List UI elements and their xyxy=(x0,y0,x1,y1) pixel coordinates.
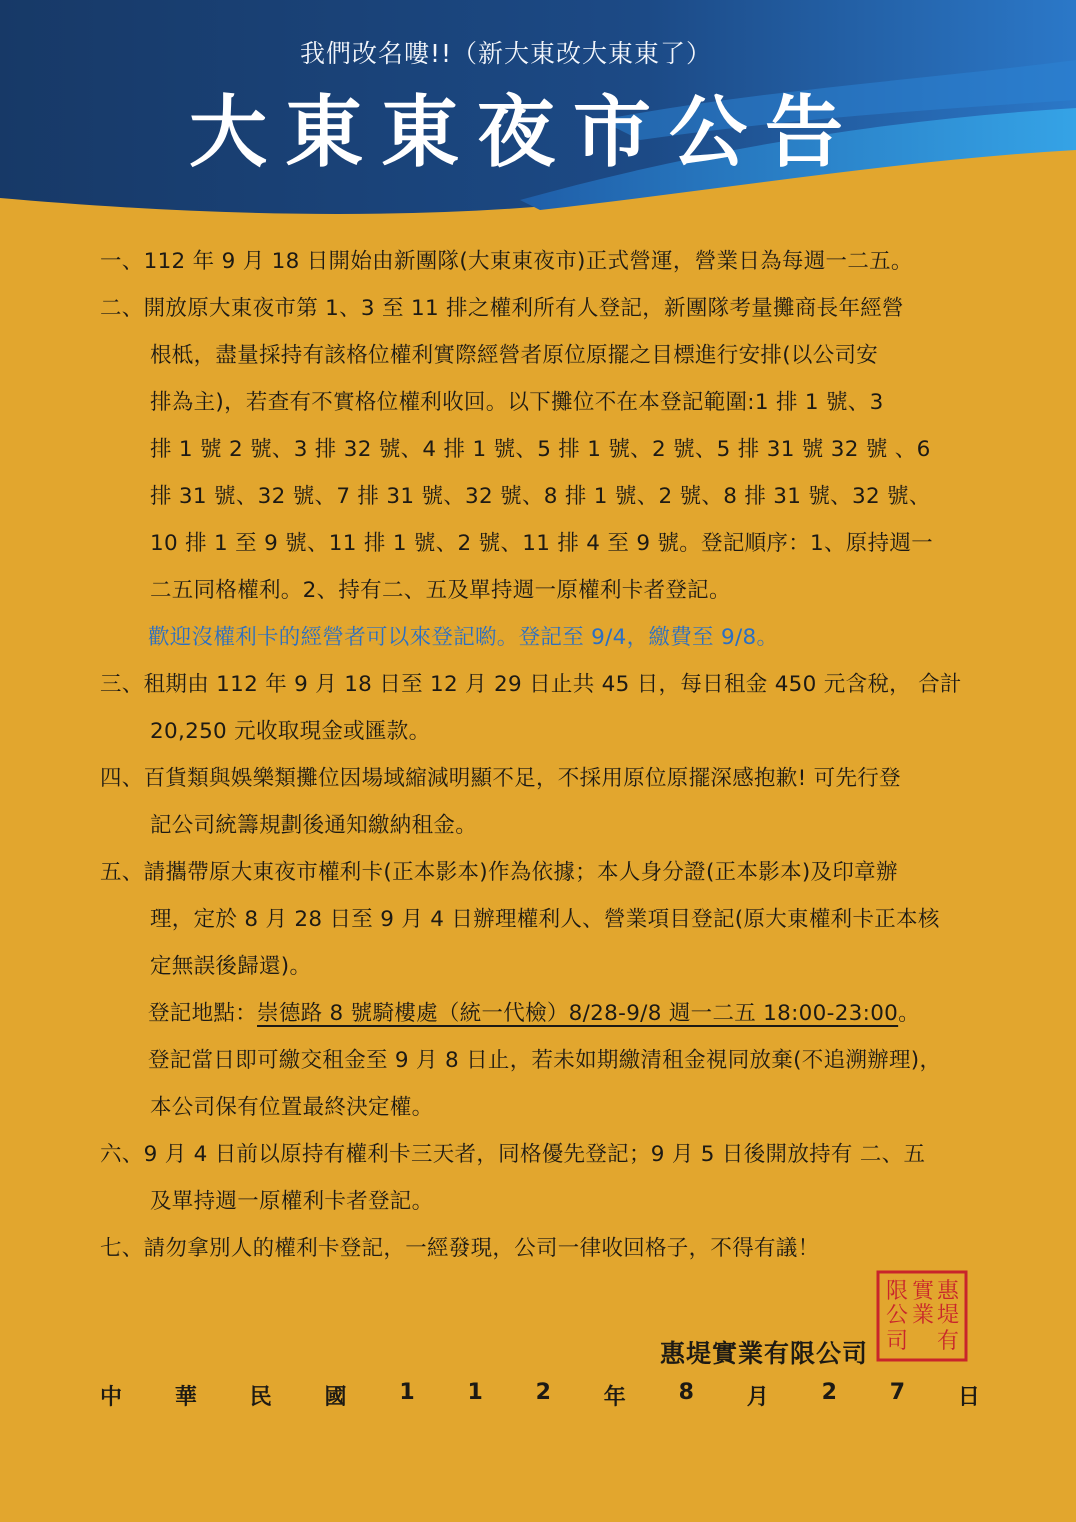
company-seal-stamp xyxy=(876,1270,968,1362)
item-2-line-3: 排為主)，若查有不實格位權利收回。以下攤位不在本登記範圍:1 排 1 號、3 xyxy=(150,390,884,415)
date-char: 2 xyxy=(821,1380,837,1405)
item-2-highlight-note: 歡迎沒權利卡的經營者可以來登記喲。登記至 9/4，繳費至 9/8。 xyxy=(148,625,779,650)
item-2-line-6: 10 排 1 至 9 號、11 排 1 號、2 號、11 排 4 至 9 號。登記順序：1、原持週一 xyxy=(150,531,934,556)
date-char: 民 xyxy=(249,1385,272,1410)
date-char: 國 xyxy=(324,1385,347,1410)
seal-char: 業 xyxy=(911,1303,935,1328)
date-char: 中 xyxy=(100,1385,123,1410)
item-5-line-2: 理，定於 8 月 28 日至 9 月 4 日辦理權利人、營業項目登記(原大東權利卡正本核 xyxy=(150,907,940,932)
registration-place-label: 登記地點： xyxy=(148,1001,258,1026)
item-7: 七、請勿拿別人的權利卡登記，一經發現，公司一律收回格子，不得有議！ xyxy=(100,1236,820,1261)
item-2-line-7: 二五同格權利。2、持有二、五及單持週一原權利卡者登記。 xyxy=(150,578,731,603)
item-2-line-4: 排 1 號 2 號、3 排 32 號、4 排 1 號、5 排 1 號、2 號、5 排 31 號 32 號 、6 xyxy=(150,437,931,462)
item-2-line-1: 二、開放原大東夜市第 1、3 至 11 排之權利所有人登記，新團隊考量攤商長年經營 xyxy=(100,296,904,321)
date-char: 1 xyxy=(467,1380,483,1405)
item-1: 一、112 年 9 月 18 日開始由新團隊(大東東夜市)正式營運，營業日為每週一二五。 xyxy=(100,249,913,274)
registration-place-address: 崇德路 8 號騎樓處（統一代檢）8/28-9/8 週一二五 18:00-23:00 xyxy=(257,1001,899,1026)
item-5-line-6: 本公司保有位置最終決定權。 xyxy=(150,1095,434,1120)
date-char: 日 xyxy=(957,1385,980,1410)
seal-char: 公 xyxy=(885,1303,909,1328)
item-5-line-1: 五、請攜帶原大東夜市權利卡(正本影本)作為依據；本人身分證(正本影本)及印章辦 xyxy=(100,860,898,885)
item-6-line-2: 及單持週一原權利卡者登記。 xyxy=(150,1189,434,1214)
seal-char: 司 xyxy=(885,1329,909,1354)
seal-char: 限 xyxy=(885,1279,909,1304)
item-2-line-2: 根柢，盡量採持有該格位權利實際經營者原位原擺之目標進行安排(以公司安 xyxy=(150,343,879,368)
date-char: 華 xyxy=(174,1385,197,1410)
item-5-line-5: 登記當日即可繳交租金至 9 月 8 日止，若未如期繳清租金視同放棄(不追溯辦理)， xyxy=(148,1048,942,1073)
seal-char: 惠 xyxy=(936,1279,960,1304)
page-title: 大東東夜市公告 xyxy=(188,88,861,178)
item-3-line-2: 20,250 元收取現金或匯款。 xyxy=(150,719,431,744)
date-char: 月 xyxy=(746,1385,769,1410)
seal-char: 實 xyxy=(911,1279,935,1304)
registration-place-end: 。 xyxy=(898,1001,920,1026)
notice-date xyxy=(100,1380,980,1411)
header-subtitle: 我們改名嘍!!（新大東改大東東了） xyxy=(299,39,713,68)
date-char: 年 xyxy=(603,1385,626,1410)
seal-char: 堤 xyxy=(936,1303,960,1328)
item-4-line-1: 四、百貨類與娛樂類攤位因場域縮減明顯不足，不採用原位原擺深感抱歉! 可先行登 xyxy=(100,766,901,791)
item-6-line-1: 六、9 月 4 日前以原持有權利卡三天者，同格優先登記；9 月 5 日後開放持有 二、五 xyxy=(100,1142,926,1167)
item-2-line-5: 排 31 號、32 號、7 排 31 號、32 號、8 排 1 號、2 號、8 排 31 號、32 號、 xyxy=(150,484,931,509)
date-char: 2 xyxy=(535,1380,551,1405)
date-char: 7 xyxy=(889,1380,906,1405)
item-5-line-3: 定無誤後歸還)。 xyxy=(150,954,312,979)
seal-char: 有 xyxy=(936,1329,960,1354)
date-char: 1 xyxy=(399,1380,415,1405)
item-5-registration-place xyxy=(148,999,920,1029)
item-3-line-1: 三、租期由 112 年 9 月 18 日至 12 月 29 日止共 45 日，每日租金 450 元含稅， 合計 xyxy=(100,672,962,697)
company-name: 惠堤實業有限公司 xyxy=(659,1339,868,1368)
item-4-line-2: 記公司統籌規劃後通知繳納租金。 xyxy=(150,813,478,838)
date-char: 8 xyxy=(678,1380,694,1405)
